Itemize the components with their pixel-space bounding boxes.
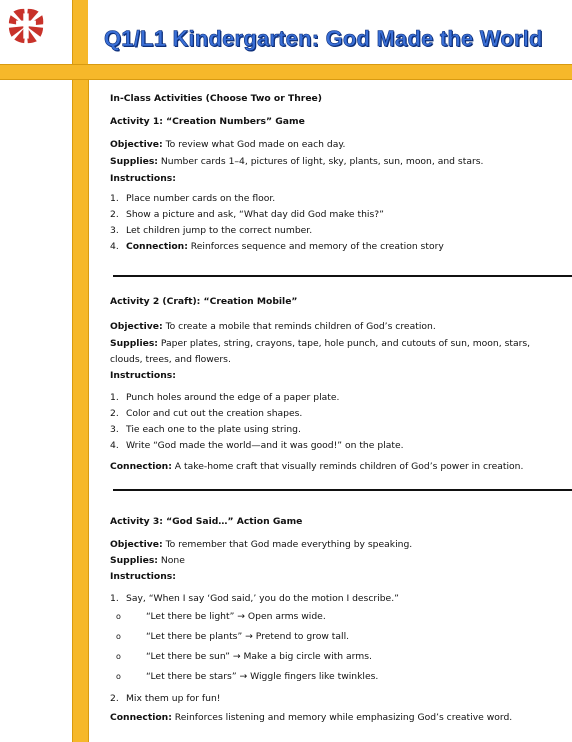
church-logo-icon [8,8,44,44]
activity-3-instructions-label: Instructions: [110,571,176,582]
activity-1-steps [110,191,565,255]
activity-3-supplies: Supplies: None [110,555,185,566]
activity-1-objective: Objective: To review what God made on each day. [110,139,346,150]
list-item: 1. Say, “When I say ‘God said,’ you do the motion I describe.” [110,593,399,604]
activity-3-heading: Activity 3: “God Said…” Action Game [110,516,303,527]
activity-3-connection: Connection: Reinforces listening and memory while emphasizing God’s creative word. [110,712,513,723]
activity-2-steps [110,390,565,454]
activity-2-instructions-label: Instructions: [110,370,176,381]
list-item: o “Let there be sun” → Make a big circle with arms. [116,651,372,662]
cross-vertical-bar [72,0,89,742]
activity-1-supplies: Supplies: Number cards 1–4, pictures of light, sky, plants, sun, moon, and stars. [110,156,484,167]
list-item: 4. Connection: Reinforces sequence and memory of the creation story [110,241,444,252]
activity-1-instructions-label: Instructions: [110,173,176,184]
activity-2-connection: Connection: A take-home craft that visually reminds children of God’s power in creation. [110,461,524,472]
list-item: 3. Tie each one to the plate using string. [110,424,301,435]
list-item: 2. Mix them up for fun! [110,693,221,704]
lesson-content [110,92,565,724]
list-item: 2. Color and cut out the creation shapes. [110,408,303,419]
list-item: o “Let there be light” → Open arms wide. [116,611,326,622]
list-item: 1. Place number cards on the floor. [110,193,276,204]
activity-3-substeps [110,607,565,687]
activity-2-supplies: Supplies: Paper plates, string, crayons, tape, hole punch, and cutouts of sun, moon, stars, clouds, trees, and flowers. [110,338,531,365]
section-heading: In-Class Activities (Choose Two or Three) [110,93,322,104]
section-divider [113,275,572,277]
activity-3-steps-2 [110,691,565,707]
activity-3-objective: Objective: To remember that God made everything by speaking. [110,539,413,550]
activity-1-heading: Activity 1: “Creation Numbers” Game [110,116,305,127]
page-title: Q1/L1 Kindergarten: God Made the World [104,26,543,51]
section-divider [113,489,572,491]
list-item: o “Let there be stars” → Wiggle fingers like twinkles. [116,671,379,682]
activity-2-objective: Objective: To create a mobile that reminds children of God’s creation. [110,321,436,332]
list-item: 4. Write “God made the world—and it was good!” on the plate. [110,440,404,451]
cross-horizontal-bar [0,64,572,80]
activity-3-steps [110,591,565,607]
list-item: o “Let there be plants” → Pretend to grow tall. [116,631,350,642]
list-item: 1. Punch holes around the edge of a paper plate. [110,392,340,403]
activity-2-heading: Activity 2 (Craft): “Creation Mobile” [110,296,298,307]
list-item: 3. Let children jump to the correct number. [110,225,313,236]
list-item: 2. Show a picture and ask, “What day did God make this?” [110,209,384,220]
